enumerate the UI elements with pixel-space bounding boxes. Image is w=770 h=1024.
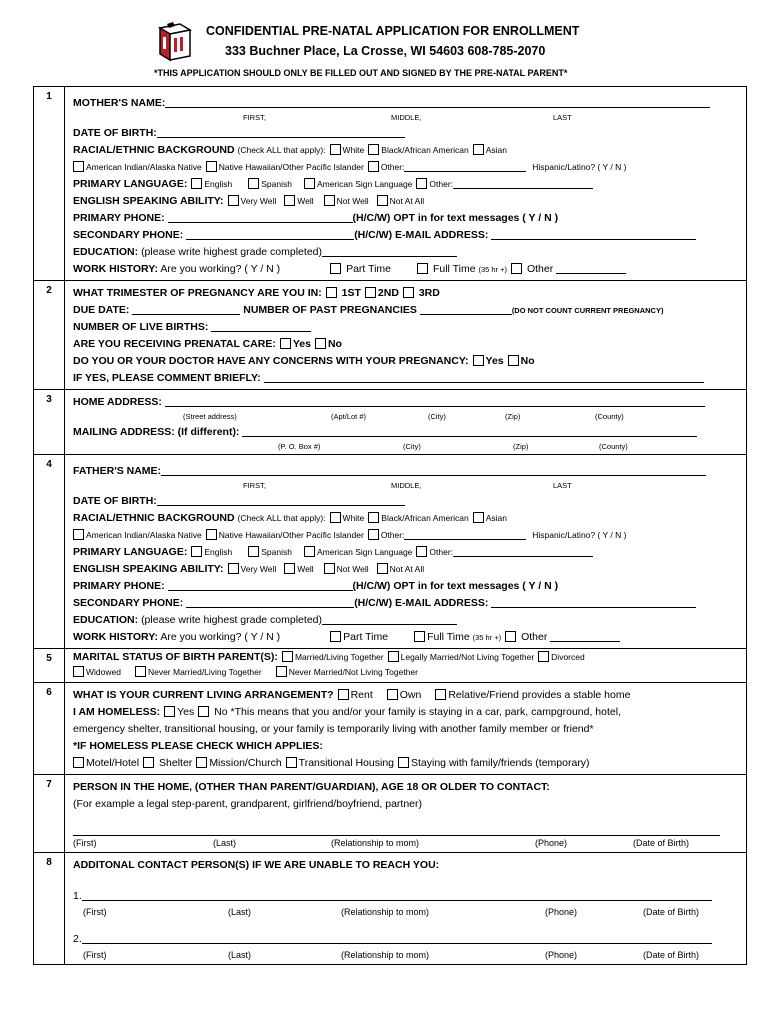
native-am-label: American Indian/Alaska Native (86, 162, 202, 172)
zip-label: (Zip) (513, 442, 529, 451)
due-label: DUE DATE: (73, 304, 130, 316)
english-checkbox[interactable] (191, 178, 202, 189)
c-last-label: (Last) (213, 838, 237, 848)
form-line (73, 463, 740, 480)
spanish-checkbox[interactable] (248, 178, 259, 189)
asian-checkbox[interactable] (473, 144, 484, 155)
mother-dob-field[interactable] (157, 125, 405, 138)
option-checkbox[interactable] (143, 757, 154, 768)
form-line (73, 227, 740, 244)
spanish-label: Spanish (261, 547, 292, 557)
native-am-label: American Indian/Alaska Native (86, 530, 202, 540)
not-well-checkbox[interactable] (324, 195, 335, 206)
option-checkbox[interactable] (377, 563, 388, 574)
check-all-label: (Check ALL that apply): (237, 145, 326, 155)
dob-label: DATE OF BIRTH: (73, 127, 157, 139)
racial-label: RACIAL/ETHNIC BACKGROUND (73, 144, 235, 156)
education-label: (please write highest grade completed) (141, 246, 322, 258)
option-checkbox[interactable] (416, 546, 427, 557)
input-line[interactable] (404, 527, 526, 540)
form-line (73, 948, 740, 962)
option-checkbox[interactable] (330, 512, 341, 523)
education-b-label: EDUCATION: (73, 246, 139, 258)
person-label: PERSON IN THE HOME, (OTHER THAN PARENT/GUARDIAN), AGE 18 OR OLDER TO CONTACT: (73, 781, 550, 793)
option-checkbox[interactable] (248, 546, 259, 557)
black-checkbox[interactable] (368, 144, 379, 155)
form-line (73, 336, 740, 353)
other-label: Other: (429, 179, 454, 189)
hcw-email-label: (H/C/W) E-MAIL ADDRESS: (354, 229, 489, 241)
option-checkbox[interactable] (284, 563, 295, 574)
option-checkbox[interactable] (228, 563, 239, 574)
english-label: English (204, 547, 233, 557)
mission-label: Mission/Church (209, 757, 282, 769)
county-label: (County) (599, 442, 628, 451)
c-dob-label: (Date of Birth) (643, 907, 700, 917)
very-well-label: Very Well (240, 196, 277, 206)
form-line (73, 721, 740, 738)
form-line (73, 687, 740, 704)
secondary-phone-label: SECONDARY PHONE: (73, 229, 184, 241)
form-line (73, 629, 740, 646)
n4-label: 4 (34, 455, 65, 649)
well-checkbox[interactable] (284, 195, 295, 206)
c-phone-label: (Phone) (545, 907, 578, 917)
well-label: Well (297, 196, 314, 206)
comment-label: IF YES, PLEASE COMMENT BRIEFLY: (73, 372, 261, 384)
hcw-opt-label: (H/C/W) OPT in for text messages ( Y / N ) (352, 580, 559, 592)
hr35-label: (35 hr +) (472, 633, 502, 642)
n6-label: 6 (34, 683, 65, 775)
other-race-checkbox[interactable] (368, 161, 379, 172)
other-label: Other: (380, 162, 405, 172)
concerns-no-checkbox[interactable] (508, 355, 519, 366)
n3-label: 3 (34, 390, 65, 455)
input-line[interactable] (168, 578, 353, 591)
form-address: 333 Buchner Place, La Crosse, WI 54603 608-785-2070 (225, 44, 546, 58)
form-line (73, 319, 740, 336)
option-checkbox[interactable] (282, 651, 293, 662)
living-label: WHAT IS YOUR CURRENT LIVING ARRANGEMENT? (73, 689, 334, 701)
other-label: Other: (380, 530, 405, 540)
c-last-label: (Last) (228, 907, 252, 917)
section-additional (34, 853, 747, 965)
form-line (73, 561, 740, 578)
asian-label: Asian (485, 145, 507, 155)
middle-label: MIDDLE, (391, 113, 422, 122)
rent-label: Rent (350, 689, 373, 701)
form-line (73, 302, 740, 319)
father-name-field[interactable] (161, 463, 706, 476)
other-work-checkbox[interactable] (511, 263, 522, 274)
city-label: (City) (428, 412, 446, 421)
form-line (73, 125, 740, 142)
c-first-label: (First) (73, 838, 97, 848)
prenatal-label: ARE YOU RECEIVING PRENATAL CARE: (73, 338, 276, 350)
one-label: 1. (73, 890, 82, 902)
form-line (73, 394, 740, 411)
spanish-label: Spanish (261, 179, 292, 189)
option-checkbox[interactable] (414, 631, 425, 642)
hawaiian-label: Native Hawaiian/Other Pacific Islander (218, 530, 364, 540)
racial-label: RACIAL/ETHNIC BACKGROUND (73, 512, 235, 524)
t2-label: 2ND (377, 287, 399, 299)
form-line (73, 905, 740, 919)
black-label: Black/African American (381, 513, 469, 523)
input-line[interactable] (168, 210, 353, 223)
option-checkbox[interactable] (388, 651, 399, 662)
input-line[interactable] (264, 370, 704, 383)
option-checkbox[interactable] (538, 651, 549, 662)
mailing-label: MAILING ADDRESS: (If different): (73, 426, 240, 438)
no-label: No (520, 355, 535, 367)
form-line (73, 544, 740, 561)
person-contact-line[interactable] (73, 813, 720, 836)
option-checkbox[interactable] (473, 512, 484, 523)
form-line (73, 836, 740, 850)
n5-label: 5 (34, 649, 65, 683)
c-rel-label: (Relationship to mom) (341, 950, 430, 960)
asl-label: American Sign Language (316, 179, 413, 189)
other2-label: Other (526, 263, 554, 275)
very-well-checkbox[interactable] (228, 195, 239, 206)
form-line (73, 353, 740, 370)
dont-count-label: (DO NOT COUNT CURRENT PREGNANCY) (511, 306, 664, 315)
own-label: Own (399, 689, 422, 701)
asl-label: American Sign Language (316, 547, 413, 557)
hispanic-label: Hispanic/Latino? ( Y / N ) (532, 530, 627, 540)
shelter-label: Shelter (159, 757, 193, 769)
form-line (73, 510, 740, 527)
other-label: Other: (429, 547, 454, 557)
past-preg-label: NUMBER OF PAST PREGNANCIES (243, 304, 417, 316)
apt-label: (Apt/Lot #) (331, 412, 367, 421)
not-well-label: Not Well (336, 196, 369, 206)
zip-label: (Zip) (505, 412, 521, 421)
lang-label: PRIMARY LANGUAGE: (73, 546, 188, 558)
well-label: Well (297, 564, 314, 574)
option-checkbox[interactable] (324, 563, 335, 574)
other-lang-checkbox[interactable] (416, 178, 427, 189)
form-line (73, 931, 740, 948)
street-label: (Street address) (183, 412, 237, 421)
trimester-3-checkbox[interactable] (403, 287, 414, 298)
form-line (73, 755, 740, 772)
c-first-label: (First) (83, 950, 107, 960)
not-at-all-label: Not At All (389, 564, 425, 574)
not-at-all-checkbox[interactable] (377, 195, 388, 206)
check-all-label: (Check ALL that apply): (237, 513, 326, 523)
input-line[interactable] (453, 176, 593, 189)
education-label: (please write highest grade completed) (141, 614, 322, 626)
form-line (73, 704, 740, 721)
hawaiian-label: Native Hawaiian/Other Pacific Islander (218, 162, 364, 172)
no-label: No (214, 706, 228, 718)
c-last-label: (Last) (228, 950, 252, 960)
form-line (73, 244, 740, 261)
form-line (73, 595, 740, 612)
never-not-label: Never Married/Not Living Together (288, 667, 418, 677)
never-together-label: Never Married/Living Together (147, 667, 262, 677)
yes-label: Yes (292, 338, 311, 350)
concerns-yes-checkbox[interactable] (473, 355, 484, 366)
form-line (73, 112, 740, 123)
input-line[interactable] (550, 629, 620, 642)
ability-label: ENGLISH SPEAKING ABILITY: (73, 195, 224, 207)
yes-label: Yes (177, 706, 195, 718)
n7-label: 7 (34, 775, 65, 853)
relative-label: Relative/Friend provides a stable home (448, 689, 631, 701)
first-label: FIRST, (243, 113, 266, 122)
option-checkbox[interactable] (398, 757, 409, 768)
not-at-all-label: Not At All (389, 196, 425, 206)
no-label: No (327, 338, 342, 350)
option-checkbox[interactable] (368, 512, 379, 523)
white-label: White (342, 145, 365, 155)
lang-label: PRIMARY LANGUAGE: (73, 178, 188, 190)
divorced-label: Divorced (551, 652, 585, 662)
form-line (65, 390, 747, 455)
option-checkbox[interactable] (286, 757, 297, 768)
secondary-phone-label: SECONDARY PHONE: (73, 597, 184, 609)
work-label: Are you working? ( Y / N ) (160, 263, 281, 275)
prenatal-no-checkbox[interactable] (315, 338, 326, 349)
marital-label: MARITAL STATUS OF BIRTH PARENT(S): (73, 651, 278, 663)
form-line (73, 210, 740, 227)
option-checkbox[interactable] (135, 666, 146, 677)
full-time-label: Full Time (427, 631, 470, 643)
legally-label: Legally Married/Not Living Together (400, 652, 535, 662)
form-line (73, 578, 740, 595)
option-checkbox[interactable] (505, 631, 516, 642)
input-line[interactable] (322, 244, 457, 257)
form-line (73, 738, 740, 755)
homeless-label: I AM HOMELESS: (73, 706, 161, 718)
homeless-note-label: *This means that you and/or your family is staying in a car, park, campground, hotel, (230, 706, 621, 718)
form-line (73, 193, 740, 210)
ability-label: ENGLISH SPEAKING ABILITY: (73, 563, 224, 575)
input-line[interactable] (556, 261, 626, 274)
last-label: LAST (553, 481, 572, 490)
additional-label: ADDITONAL CONTACT PERSON(S) IF WE ARE UNABLE TO REACH YOU: (73, 859, 440, 871)
work-b-label: WORK HISTORY: (73, 263, 158, 275)
other2-label: Other (521, 631, 548, 643)
section-mother (34, 87, 747, 281)
section-father (34, 455, 747, 649)
form-line (73, 527, 740, 544)
form-line (73, 285, 740, 302)
education-b-label: EDUCATION: (73, 614, 139, 626)
english-label: English (204, 179, 233, 189)
option-checkbox[interactable] (191, 546, 202, 557)
homeless-note2-label: emergency shelter, transitional housing, or your family is temporarily living with another family member or friend* (73, 723, 594, 735)
section-person-in-home (34, 775, 747, 853)
option-checkbox[interactable] (73, 666, 84, 677)
hawaiian-checkbox[interactable] (206, 161, 217, 172)
not-well-label: Not Well (336, 564, 369, 574)
form-line (73, 159, 740, 176)
very-well-label: Very Well (240, 564, 277, 574)
form-line (65, 853, 747, 965)
city-label: (City) (403, 442, 421, 451)
hr35-label: (35 hr +) (478, 265, 508, 274)
first-label: FIRST, (243, 481, 266, 490)
form-line (73, 650, 740, 665)
last-label: LAST (553, 113, 572, 122)
form-line (65, 775, 747, 853)
form-notice: *THIS APPLICATION SHOULD ONLY BE FILLED OUT AND SIGNED BY THE PRE-NATAL PARENT* (154, 68, 568, 78)
person-ex-label: (For example a legal step-parent, grandparent, girlfriend/boyfriend, partner) (73, 798, 423, 810)
input-line[interactable] (404, 159, 526, 172)
form-line (73, 493, 740, 510)
mother-name-label: MOTHER'S NAME: (73, 97, 166, 109)
dob-label: DATE OF BIRTH: (73, 495, 157, 507)
part-time-checkbox[interactable] (330, 263, 341, 274)
section-pregnancy (34, 281, 747, 390)
option-checkbox[interactable] (338, 689, 349, 700)
staying-label: Staying with family/friends (temporary) (411, 757, 590, 769)
option-checkbox[interactable] (435, 689, 446, 700)
input-line[interactable] (491, 595, 696, 608)
asl-checkbox[interactable] (304, 178, 315, 189)
prenatal-yes-checkbox[interactable] (280, 338, 291, 349)
part-time-label: Part Time (346, 263, 392, 275)
hcw-opt-label: (H/C/W) OPT in for text messages ( Y / N ) (352, 212, 559, 224)
form-line (73, 665, 740, 680)
c-rel-label: (Relationship to mom) (341, 907, 430, 917)
form-line (73, 95, 740, 112)
part-time-label: Part Time (343, 631, 389, 643)
option-checkbox[interactable] (276, 666, 287, 677)
widowed-label: Widowed (86, 667, 121, 677)
form-line (73, 612, 740, 629)
live-births-label: NUMBER OF LIVE BIRTHS: (73, 321, 209, 333)
form-line (73, 261, 740, 278)
input-line[interactable] (157, 493, 405, 506)
work-b-label: WORK HISTORY: (73, 631, 158, 643)
section-living (34, 683, 747, 775)
concerns-label: DO YOU OR YOUR DOCTOR HAVE ANY CONCERNS WITH YOUR PREGNANCY: (73, 355, 469, 367)
c-dob-label: (Date of Birth) (633, 838, 690, 848)
input-line[interactable] (420, 302, 512, 315)
form-line (73, 411, 740, 422)
two-label: 2. (73, 933, 82, 945)
native-am-checkbox[interactable] (73, 161, 84, 172)
input-line[interactable] (453, 544, 593, 557)
trimester-2-checkbox[interactable] (365, 287, 376, 298)
white-checkbox[interactable] (330, 144, 341, 155)
c-dob-label: (Date of Birth) (643, 950, 700, 960)
t1-label: 1ST (341, 287, 361, 299)
contact-2-line[interactable] (82, 931, 712, 944)
input-line[interactable] (211, 319, 311, 332)
logo-icon (150, 20, 194, 64)
primary-phone-label: PRIMARY PHONE: (73, 212, 165, 224)
motel-label: Motel/Hotel (86, 757, 140, 769)
pobox-label: (P. O. Box #) (278, 442, 321, 451)
if-homeless-label: *IF HOMELESS PLEASE CHECK WHICH APPLIES: (73, 740, 323, 752)
option-checkbox[interactable] (198, 706, 209, 717)
option-checkbox[interactable] (330, 631, 341, 642)
transitional-label: Transitional Housing (298, 757, 394, 769)
section-address (34, 390, 747, 455)
c-phone-label: (Phone) (535, 838, 568, 848)
option-checkbox[interactable] (196, 757, 207, 768)
married-label: Married/Living Together (294, 652, 384, 662)
option-checkbox[interactable] (206, 529, 217, 540)
section-marital (34, 649, 747, 683)
input-line[interactable] (186, 227, 354, 240)
form-line (73, 888, 740, 905)
full-time-checkbox[interactable] (417, 263, 428, 274)
hispanic-label: Hispanic/Latino? ( Y / N ) (532, 162, 627, 172)
form-line (73, 480, 740, 491)
hcw-email-label: (H/C/W) E-MAIL ADDRESS: (354, 597, 489, 609)
black-label: Black/African American (381, 145, 469, 155)
form-line (73, 424, 740, 441)
application-form (33, 86, 747, 965)
full-time-label: Full Time (432, 263, 476, 275)
option-checkbox[interactable] (368, 529, 379, 540)
t3-label: 3RD (418, 287, 440, 299)
form-line (65, 455, 747, 649)
asian-label: Asian (485, 513, 507, 523)
option-checkbox[interactable] (73, 757, 84, 768)
input-line[interactable] (322, 612, 457, 625)
trimester-1-checkbox[interactable] (326, 287, 337, 298)
form-line (73, 176, 740, 193)
form-line (73, 441, 740, 452)
input-line[interactable] (491, 227, 696, 240)
form-line (65, 87, 747, 281)
form-line (65, 281, 747, 390)
form-line (65, 683, 747, 775)
work-label: Are you working? ( Y / N ) (160, 631, 281, 643)
form-title: CONFIDENTIAL PRE-NATAL APPLICATION FOR ENROLLMENT (206, 24, 580, 38)
input-line[interactable] (186, 595, 354, 608)
n2-label: 2 (34, 281, 65, 390)
father-name-label: FATHER'S NAME: (73, 465, 162, 477)
option-checkbox[interactable] (73, 529, 84, 540)
contact-1-line[interactable] (82, 888, 712, 901)
form-line (73, 370, 740, 387)
section-number: 1 (34, 87, 65, 281)
c-rel-label: (Relationship to mom) (331, 838, 420, 848)
form-line (73, 142, 740, 159)
home-label: HOME ADDRESS: (73, 396, 162, 408)
white-label: White (342, 513, 365, 523)
county-label: (County) (595, 412, 624, 421)
mother-name-field[interactable] (165, 95, 710, 108)
form-line (65, 649, 747, 683)
mailing-address-field[interactable] (242, 424, 697, 437)
middle-label: MIDDLE, (391, 481, 422, 490)
option-checkbox[interactable] (164, 706, 175, 717)
option-checkbox[interactable] (387, 689, 398, 700)
input-line[interactable] (132, 302, 240, 315)
option-checkbox[interactable] (304, 546, 315, 557)
yes-label: Yes (485, 355, 504, 367)
trimester-label: WHAT TRIMESTER OF PREGNANCY ARE YOU IN: (73, 287, 322, 299)
c-phone-label: (Phone) (545, 950, 578, 960)
primary-phone-label: PRIMARY PHONE: (73, 580, 165, 592)
home-address-field[interactable] (165, 394, 705, 407)
c-first-label: (First) (83, 907, 107, 917)
n8-label: 8 (34, 853, 65, 965)
